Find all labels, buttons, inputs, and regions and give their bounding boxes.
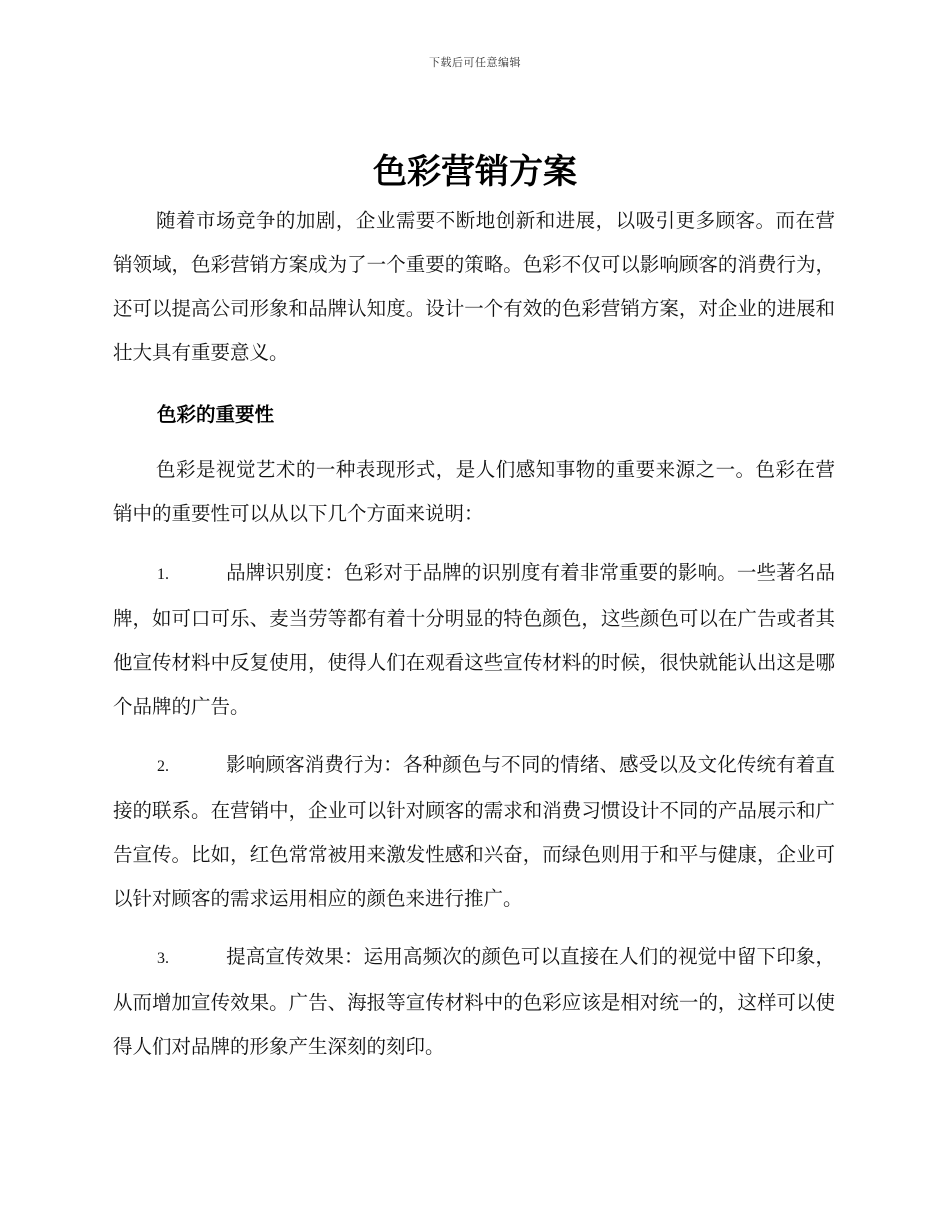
list-item-text: 品牌识别度：色彩对于品牌的识别度有着非常重要的影响。一些著名品牌，如可口可乐、麦当劳等都有着十分明显的特色颜色，这些颜色可以在广告或者其他宣传材料中反复使用，使得人们在观看这些宣传材料的时候，很快就能认出这是哪个品牌的广告。 (113, 561, 835, 718)
section-intro-paragraph: 色彩是视觉艺术的一种表现形式，是人们感知事物的重要来源之一。色彩在营销中的重要性可以从以下几个方面来说明： (113, 458, 835, 525)
header-note: 下载后可任意编辑 (429, 56, 521, 69)
document-title: 色彩营销方案 (373, 152, 577, 192)
list-item (113, 935, 835, 1069)
list-item-number: 2. (157, 758, 169, 775)
intro-paragraph: 随着市场竞争的加剧，企业需要不断地创新和进展，以吸引更多顾客。而在营销领域，色彩营销方案成为了一个重要的策略。色彩不仅可以影响顾客的消费行为，还可以提高公司形象和品牌认知度。设计一个有效的色彩营销方案，对企业的进展和壮大具有重要意义。 (113, 209, 835, 364)
list-item (113, 551, 835, 729)
list-item-text: 提高宣传效果：运用高频次的颜色可以直接在人们的视觉中留下印象，从而增加宣传效果。广告、海报等宣传材料中的色彩应该是相对统一的，这样可以使得人们对品牌的形象产生深刻的刻印。 (113, 945, 835, 1058)
list-item (113, 743, 835, 921)
list-item-text: 影响顾客消费行为：各种颜色与不同的情绪、感受以及文化传统有着直接的联系。在营销中，企业可以针对顾客的需求和消费习惯设计不同的产品展示和广告宣传。比如，红色常常被用来激发性感和兴奋，而绿色则用于和平与健康，企业可以针对顾客的需求运用相应的颜色来进行推广。 (113, 753, 835, 910)
list-item-number: 3. (157, 950, 169, 967)
section-heading: 色彩的重要性 (157, 403, 275, 426)
list-item-number: 1. (157, 566, 169, 583)
